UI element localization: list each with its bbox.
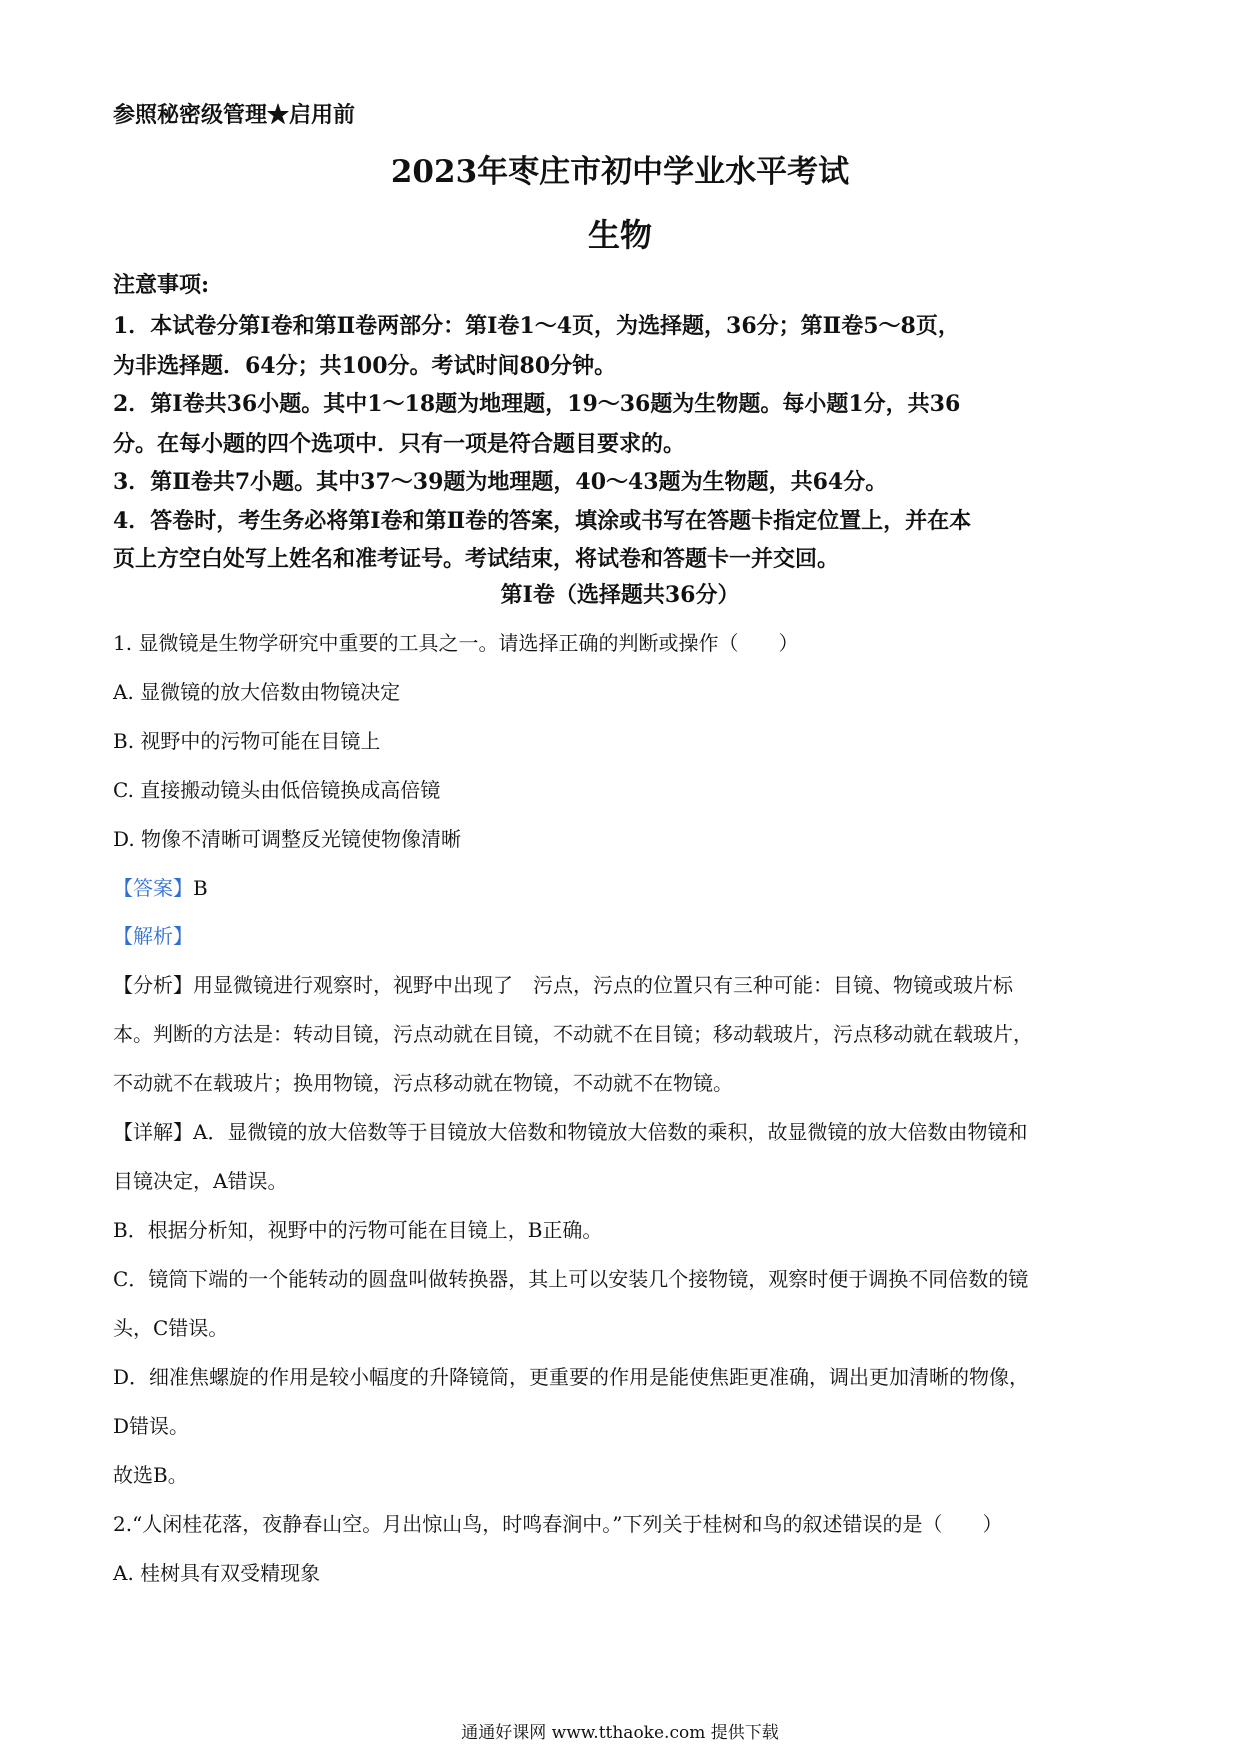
notice-line: 1．本试卷分第Ⅰ卷和第Ⅱ卷两部分：第Ⅰ卷1～4页，为选择题，36分；第Ⅱ卷5～8页，	[113, 313, 960, 339]
analysis-line: 本。判断的方法是：转动目镜，污点动就在目镜，不动就不在目镜；移动载玻片，污点移动就在载玻片，	[113, 1022, 1033, 1046]
question-2-stem: 2.“人闲桂花落，夜静春山空。月出惊山鸟，时鸣春涧中。”下列关于桂树和鸟的叙述错误的是（ ）	[113, 1512, 1003, 1536]
analysis-line: D．细准焦螺旋的作用是较小幅度的升降镜筒，更重要的作用是能使焦距更准确，调出更加清晰的物像，	[113, 1365, 1030, 1389]
exam-title: 2023年枣庄市初中学业水平考试	[390, 154, 850, 190]
notice-line: 页上方空白处写上姓名和准考证号。考试结束，将试卷和答题卡一并交回。	[113, 546, 840, 572]
analysis-line: D错误。	[113, 1414, 190, 1438]
question-1-option-b: B. 视野中的污物可能在目镜上	[113, 729, 381, 753]
question-1-answer	[113, 872, 208, 901]
analysis-line: 【详解】A．显微镜的放大倍数等于目镜放大倍数和物镜放大倍数的乘积，故显微镜的放大倍数由物镜和	[113, 1120, 1028, 1144]
section-title: 第Ⅰ卷（选择题共36分）	[500, 582, 740, 608]
answer-value: B	[193, 876, 208, 900]
notice-line: 4．答卷时，考生务必将第Ⅰ卷和第Ⅱ卷的答案，填涂或书写在答题卡指定位置上，并在本	[113, 508, 972, 534]
analysis-line: C．镜筒下端的一个能转动的圆盘叫做转换器，其上可以安装几个接物镜，观察时便于调换不同倍数的镜	[113, 1267, 1029, 1291]
notice-line: 3．第Ⅱ卷共7小题。其中37～39题为地理题，40～43题为生物题，共64分。	[113, 469, 888, 495]
notice-line: 分。在每小题的四个选项中．只有一项是符合题目要求的。	[113, 431, 686, 457]
analysis-label: 【解析】	[113, 924, 193, 948]
answer-label: 【答案】	[113, 876, 193, 900]
notice-line: 2．第Ⅰ卷共36小题。其中1～18题为地理题，19～36题为生物题。每小题1分，共36	[113, 391, 961, 417]
analysis-line: 【分析】用显微镜进行观察时，视野中出现了 污点，污点的位置只有三种可能：目镜、物镜或玻片标	[113, 973, 1013, 997]
subject-title: 生物	[587, 216, 652, 254]
analysis-line: 目镜决定，A错误。	[113, 1169, 288, 1193]
question-1-option-d: D. 物像不清晰可调整反光镜使物像清晰	[113, 827, 462, 851]
analysis-line: B．根据分析知，视野中的污物可能在目镜上，B正确。	[113, 1218, 603, 1242]
footer-text: 通通好课网 www.tthaoke.com 提供下载	[461, 1723, 779, 1743]
question-1-option-c: C. 直接搬动镜头由低倍镜换成高倍镜	[113, 778, 441, 802]
secret-level-label: 参照秘密级管理★启用前	[113, 102, 356, 128]
question-1-stem: 1. 显微镜是生物学研究中重要的工具之一。请选择正确的判断或操作（ ）	[113, 631, 799, 655]
notice-line: 为非选择题．64分；共100分。考试时间80分钟。	[113, 353, 617, 379]
notice-heading: 注意事项:	[113, 272, 210, 298]
question-1-option-a: A. 显微镜的放大倍数由物镜决定	[113, 680, 401, 704]
question-2-option-a: A. 桂树具有双受精现象	[113, 1561, 321, 1585]
analysis-line: 故选B。	[113, 1463, 188, 1487]
analysis-line: 头，C错误。	[113, 1316, 229, 1340]
analysis-line: 不动就不在载玻片；换用物镜，污点移动就在物镜，不动就不在物镜。	[113, 1071, 733, 1095]
